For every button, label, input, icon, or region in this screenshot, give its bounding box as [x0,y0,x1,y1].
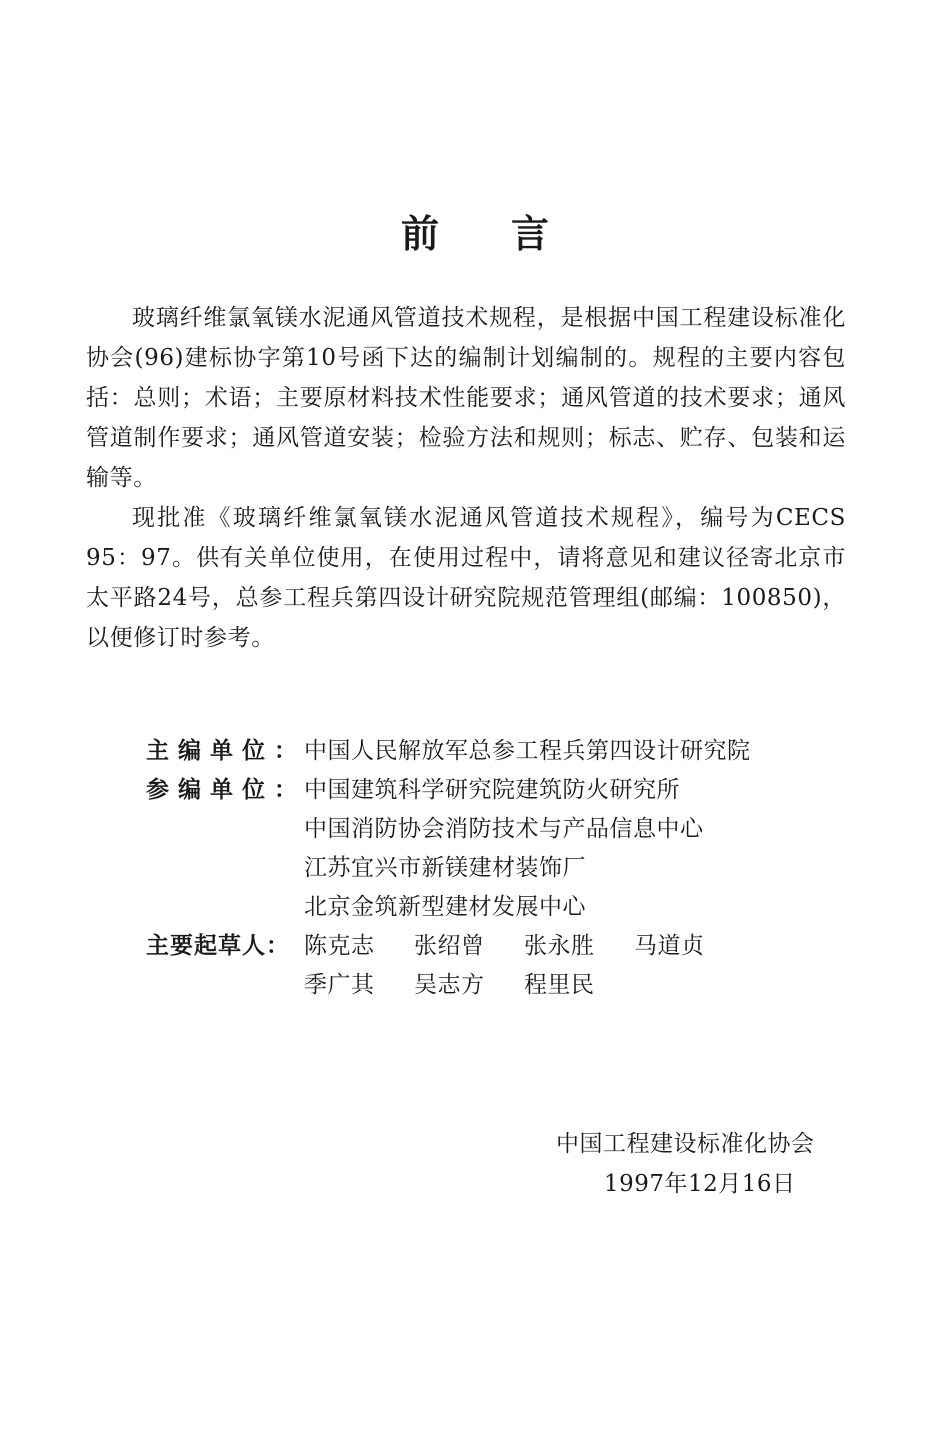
drafter-name: 张永胜 [524,933,595,959]
signature-block [556,1124,866,1204]
chief-editor-label: 主编单位： [146,738,306,764]
drafters-row [146,927,866,1005]
drafters-line-2 [304,966,744,1005]
signature-date: 1997年12月16日 [604,1171,796,1197]
drafters-label: 主要起草人： [146,933,290,959]
paragraph-1: 玻璃纤维氯氧镁水泥通风管道技术规程，是根据中国工程建设标准化协会(96)建标协字第10号函下达的编制计划编制的。规程的主要内容包括：总则；术语；主要原材料技术性能要求；通风管道的技术要求；通风管道制作要求；通风管道安装；检验方法和规则；标志、贮存、包装和运输等。 [86,305,846,491]
chief-editor-value: 中国人民解放军总参工程兵第四设计研究院 [304,738,751,764]
credits-block [146,732,866,1005]
co-editor-4: 北京金筑新型建材发展中心 [304,894,586,920]
drafter-name: 程里民 [524,972,595,998]
co-editor-3: 江苏宜兴市新镁建材装饰厂 [304,855,586,881]
co-editor-2: 中国消防协会消防技术与产品信息中心 [304,816,704,842]
co-editors-label: 参编单位： [146,777,306,803]
drafters-line-1 [304,927,744,966]
preface-body [86,298,846,658]
page-title: 前言 [400,212,621,256]
drafter-name: 季广其 [304,972,375,998]
co-editor-1: 中国建筑科学研究院建筑防火研究所 [304,777,680,803]
paragraph-2: 现批准《玻璃纤维氯氧镁水泥通风管道技术规程》，编号为CECS 95：97。供有关单位使用，在使用过程中，请将意见和建议径寄北京市太平路24号，总参工程兵第四设计研究院规范管理组(邮编：100850)，以便修订时参考。 [86,505,846,651]
drafter-name: 陈克志 [304,933,375,959]
drafter-name: 张绍曾 [414,933,485,959]
drafter-name: 马道贞 [634,933,705,959]
co-editors-row [146,771,866,927]
signature-organization: 中国工程建设标准化协会 [556,1131,815,1157]
chief-editor-row [146,732,866,771]
drafter-name: 吴志方 [414,972,485,998]
